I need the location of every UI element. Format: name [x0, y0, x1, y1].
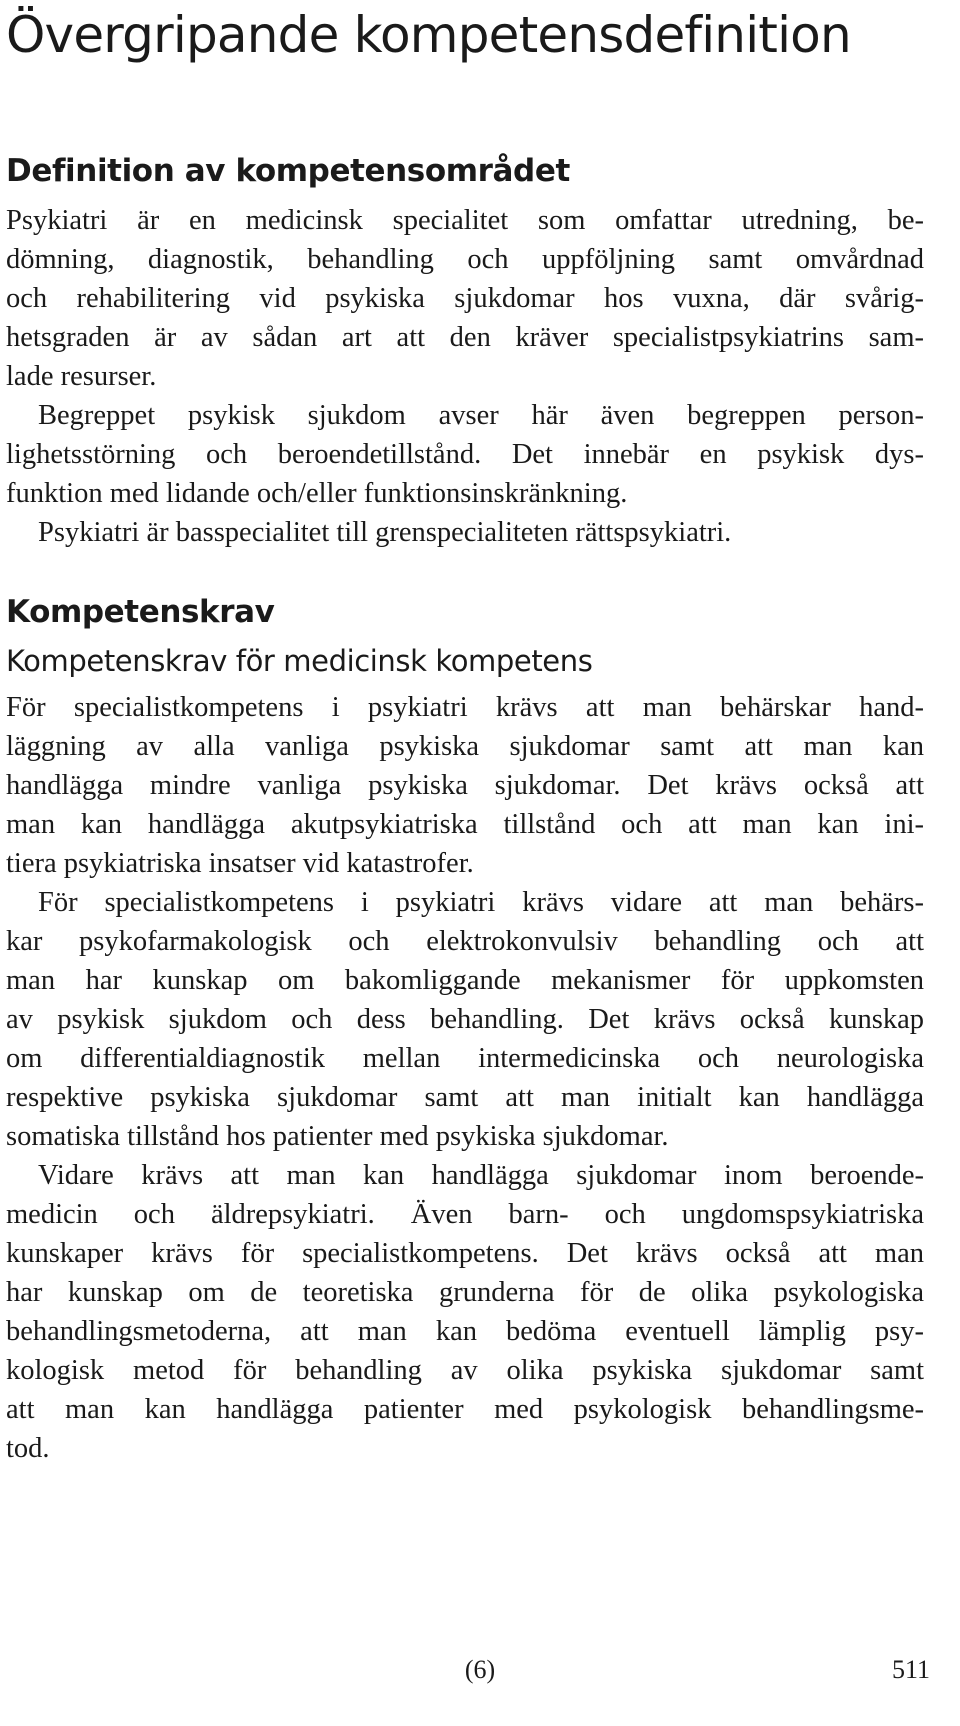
text-line: lighetsstörning och beroendetillstånd. Det innebär en psykisk dys-	[6, 439, 924, 470]
text-line: medicin och äldrepsykiatri. Även barn- och ungdomspsykiatriska	[6, 1199, 924, 1230]
text-line: man kan handlägga akutpsykiatriska tillstånd och att man kan ini-	[6, 809, 924, 840]
text-line: av psykisk sjukdom och dess behandling. Det krävs också kunskap	[6, 1004, 924, 1035]
text-line: tiera psykiatriska insatser vid katastrofer.	[6, 848, 474, 879]
text-line: och rehabilitering vid psykiska sjukdomar hos vuxna, där svårig-	[6, 283, 924, 314]
text-line: somatiska tillstånd hos patienter med psykiska sjukdomar.	[6, 1121, 669, 1152]
text-line: kologisk metod för behandling av olika psykiska sjukdomar samt	[6, 1355, 924, 1386]
text-line: För specialistkompetens i psykiatri krävs vidare att man behärs-	[38, 887, 924, 918]
page-title: Övergripande kompetensdefinition	[6, 6, 851, 64]
text-line: kunskaper krävs för specialistkompetens. Det krävs också att man	[6, 1238, 924, 1269]
text-line: läggning av alla vanliga psykiska sjukdomar samt att man kan	[6, 731, 924, 762]
text-line: man har kunskap om bakomliggande mekanismer för uppkomsten	[6, 965, 924, 996]
text-line: tod.	[6, 1433, 50, 1464]
section-heading-kompetenskrav: Kompetenskrav	[6, 594, 275, 630]
text-line: behandlingsmetoderna, att man kan bedöma eventuell lämplig psy-	[6, 1316, 924, 1347]
subsection-heading-medicinsk-kompetens: Kompetenskrav för medicinsk kompetens	[6, 644, 593, 678]
text-line: För specialistkompetens i psykiatri krävs att man behärskar hand-	[6, 692, 924, 723]
text-line: handlägga mindre vanliga psykiska sjukdomar. Det krävs också att	[6, 770, 924, 801]
text-line: att man kan handlägga patienter med psykologisk behandlingsme-	[6, 1394, 924, 1425]
kompetenskrav-body	[6, 688, 924, 1468]
text-line: Psykiatri är basspecialitet till grenspecialiteten rättspsykiatri.	[38, 517, 732, 548]
text-line: Vidare krävs att man kan handlägga sjukdomar inom beroende-	[38, 1160, 924, 1191]
text-line: om differentialdiagnostik mellan intermedicinska och neurologiska	[6, 1043, 924, 1074]
text-line: Psykiatri är en medicinsk specialitet som omfattar utredning, be-	[6, 205, 924, 236]
text-line: respektive psykiska sjukdomar samt att man initialt kan handlägga	[6, 1082, 924, 1113]
text-line: hetsgraden är av sådan art att den kräver specialistpsykiatrins sam-	[6, 322, 924, 353]
footer-section-marker: (6)	[464, 1655, 496, 1684]
text-line: dömning, diagnostik, behandling och uppföljning samt omvårdnad	[6, 244, 924, 275]
text-line: har kunskap om de teoretiska grunderna för de olika psykologiska	[6, 1277, 924, 1308]
section-heading-definition: Definition av kompetensområdet	[6, 153, 570, 189]
text-line: kar psykofarmakologisk och elektrokonvulsiv behandling och att	[6, 926, 924, 957]
text-line: lade resurser.	[6, 361, 157, 392]
definition-body	[6, 201, 924, 552]
text-line: Begreppet psykisk sjukdom avser här även begreppen person-	[38, 400, 924, 431]
text-line: funktion med lidande och/eller funktionsinskränkning.	[6, 478, 628, 509]
page-number: 511	[891, 1655, 930, 1684]
